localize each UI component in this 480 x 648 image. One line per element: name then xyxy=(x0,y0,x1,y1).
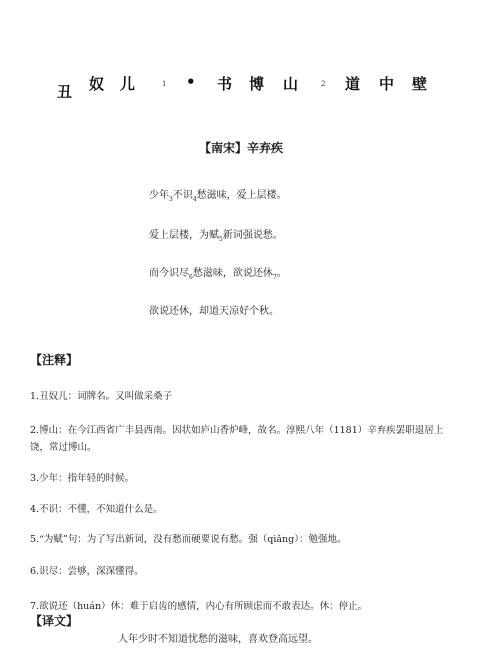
note-item: 5.“为赋”句：为了写出新词，没有愁而硬要说有愁。强（qiǎng）：勉强地。 xyxy=(30,534,347,545)
note-item: 1.丑奴儿：词牌名。又叫做采桑子 xyxy=(30,391,173,402)
title-char: 丑 xyxy=(57,83,73,101)
title-note-marker: 1 xyxy=(162,80,167,88)
poem-line: 少年$_3$不识$_4$愁滋味，爱上层楼。 xyxy=(149,190,287,203)
poem-line: 爱上层楼，为赋$_5$新词强说愁。 xyxy=(149,230,283,243)
note-marker: 6 xyxy=(189,274,193,281)
title-char: 儿 xyxy=(120,75,136,93)
title-char: 中 xyxy=(379,75,395,93)
title-char: 书 xyxy=(217,75,233,93)
note-marker: 5 xyxy=(219,236,223,243)
note-marker: 3 xyxy=(169,196,173,203)
note-marker: 4 xyxy=(192,196,197,203)
author-line: 【南宋】辛弃疾 xyxy=(199,141,284,155)
title-char: 博 xyxy=(249,75,265,93)
note-item: 7.欲说还（huán）休：难于启齿的感情，内心有所顾虑而不敢表达。休：停止。 xyxy=(30,601,368,612)
note-item: 2.博山：在今江西省广丰县西南。因状如庐山香炉峰，故名。淳熙八年（1181）辛弃疾罢职退居上饶，常过博山。 xyxy=(30,425,444,453)
note-item: 6.识尽：尝够，深深懂得。 xyxy=(30,566,144,577)
note-item: 3.少年：指年轻的时候。 xyxy=(30,473,135,484)
title-note-marker: 2 xyxy=(321,80,326,88)
title-char: 山 xyxy=(283,75,299,93)
title-char: 壁 xyxy=(412,75,428,93)
note-marker: 7 xyxy=(272,274,277,281)
poem-line: 欲说还休，却道天凉好个秋。 xyxy=(149,306,279,317)
translation-heading: 【译文】 xyxy=(30,614,79,628)
poem-line: 而今识尽$_6$愁滋味，欲说还休$_7$。 xyxy=(149,268,287,281)
title-char: • xyxy=(186,73,196,91)
notes-heading: 【注释】 xyxy=(30,353,79,367)
title-char: 道 xyxy=(345,75,361,93)
note-item: 4.不识：不懂，不知道什么是。 xyxy=(30,504,163,515)
translation-line: 人年少时不知道忧愁的滋味，喜欢登高远望。 xyxy=(118,634,318,645)
title-char: 奴 xyxy=(89,75,105,93)
